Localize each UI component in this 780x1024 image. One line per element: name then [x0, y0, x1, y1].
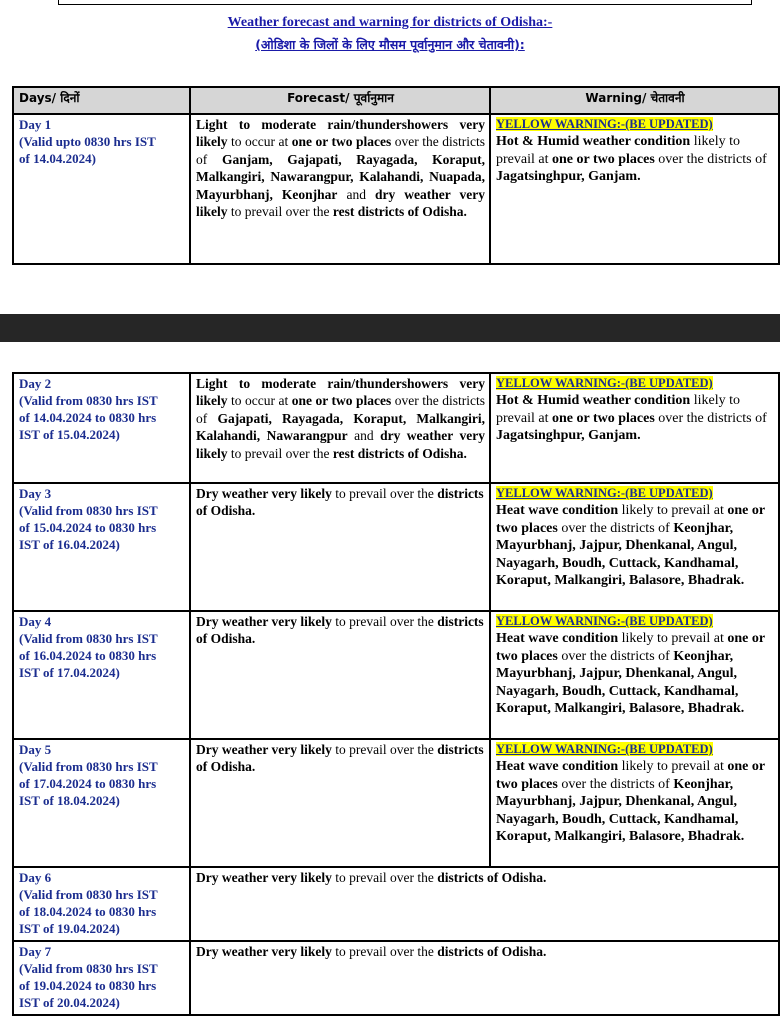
forecast-cell-merged: Dry weather very likely to prevail over the districts of Odisha. — [190, 941, 779, 1015]
yellow-warning-badge: YELLOW WARNING:-(BE UPDATED) — [496, 117, 713, 131]
day-cell: Day 3 (Valid from 0830 hrs IST of 15.04.2024 to 0830 hrs IST of 16.04.2024) — [13, 483, 190, 611]
yellow-warning-badge: YELLOW WARNING:-(BE UPDATED) — [496, 486, 713, 500]
yellow-warning-badge: YELLOW WARNING:-(BE UPDATED) — [496, 742, 713, 756]
warning-cell: YELLOW WARNING:-(BE UPDATED) Hot & Humid weather condition likely to prevail at one or two places over the districts of Jagatsinghpur, Ganjam. — [490, 373, 779, 483]
day-cell: Day 7 (Valid from 0830 hrs IST of 19.04.2024 to 0830 hrs IST of 20.04.2024) — [13, 941, 190, 1015]
table-row-day-5 — [13, 739, 779, 867]
day-cell: Day 2 (Valid from 0830 hrs IST of 14.04.2024 to 0830 hrs IST of 15.04.2024) — [13, 373, 190, 483]
table-row-day-7 — [13, 941, 779, 1015]
table-row-day-6 — [13, 867, 779, 941]
page-top — [0, 0, 780, 314]
top-box-border — [58, 0, 752, 5]
day-cell: Day 6 (Valid from 0830 hrs IST of 18.04.2024 to 0830 hrs IST of 19.04.2024) — [13, 867, 190, 941]
col-header-forecast: Forecast/ पूर्वानुमान — [190, 87, 490, 114]
page-title-hindi: (ओडिशा के जिलों के लिए मौसम पूर्वानुमान और चेतावनी): — [255, 37, 525, 52]
col-header-warning: Warning/ चेतावनी — [490, 87, 779, 114]
yellow-warning-badge: YELLOW WARNING:-(BE UPDATED) — [496, 376, 713, 390]
forecast-table-2 — [12, 372, 780, 1016]
table-row-day-4 — [13, 611, 779, 739]
forecast-cell: Dry weather very likely to prevail over the districts of Odisha. — [190, 483, 490, 611]
warning-cell: YELLOW WARNING:-(BE UPDATED) Heat wave condition likely to prevail at one or two places over the districts of Keonjhar, Mayurbhanj, Jajpur, Dhenkanal, Angul, Nayagarh, Boudh, Cuttack, Kandhamal, Koraput, Malkangiri, Balasore, Bhadrak. — [490, 739, 779, 867]
forecast-cell: Light to moderate rain/thundershowers very likely to occur at one or two places over the districts of Ganjam, Gajapati, Rayagada, Koraput, Malkangiri, Nawarangpur, Kalahandi, Nuapada, Mayurbhanj, Keonjhar and dry weather very likely to prevail over the rest districts of Odisha. — [190, 114, 490, 264]
warning-cell: YELLOW WARNING:-(BE UPDATED) Heat wave condition likely to prevail at one or two places over the districts of Keonjhar, Mayurbhanj, Jajpur, Dhenkanal, Angul, Nayagarh, Boudh, Cuttack, Kandhamal, Koraput, Malkangiri, Balasore, Bhadrak. — [490, 611, 779, 739]
warning-cell: YELLOW WARNING:-(BE UPDATED) Heat wave condition likely to prevail at one or two places over the districts of Keonjhar, Mayurbhanj, Jajpur, Dhenkanal, Angul, Nayagarh, Boudh, Cuttack, Kandhamal, Koraput, Malkangiri, Balasore, Bhadrak. — [490, 483, 779, 611]
forecast-cell: Light to moderate rain/thundershowers very likely to occur at one or two places over the districts of Gajapati, Rayagada, Koraput, Malkangiri, Kalahandi, Nawarangpur and dry weather very likely to prevail over the rest districts of Odisha. — [190, 373, 490, 483]
page-title: Weather forecast and warning for districts of Odisha:- — [227, 15, 553, 30]
table-row-day-1 — [13, 114, 779, 264]
forecast-cell: Dry weather very likely to prevail over the districts of Odisha. — [190, 611, 490, 739]
table-row-day-2 — [13, 373, 779, 483]
day-cell: Day 5 (Valid from 0830 hrs IST of 17.04.2024 to 0830 hrs IST of 18.04.2024) — [13, 739, 190, 867]
page-bottom — [0, 342, 780, 1024]
table-header-row — [13, 87, 779, 114]
forecast-table-1 — [12, 86, 780, 265]
table-row-day-3 — [13, 483, 779, 611]
yellow-warning-badge: YELLOW WARNING:-(BE UPDATED) — [496, 614, 713, 628]
forecast-cell: Dry weather very likely to prevail over the districts of Odisha. — [190, 739, 490, 867]
page-separator — [0, 314, 780, 342]
col-header-days: Days/ दिनों — [13, 87, 190, 114]
day-cell: Day 1 (Valid upto 0830 hrs IST of 14.04.2024) — [13, 114, 190, 264]
day-cell: Day 4 (Valid from 0830 hrs IST of 16.04.2024 to 0830 hrs IST of 17.04.2024) — [13, 611, 190, 739]
warning-cell: YELLOW WARNING:-(BE UPDATED) Hot & Humid weather condition likely to prevail at one or two places over the districts of Jagatsinghpur, Ganjam. — [490, 114, 779, 264]
forecast-cell-merged: Dry weather very likely to prevail over the districts of Odisha. — [190, 867, 779, 941]
